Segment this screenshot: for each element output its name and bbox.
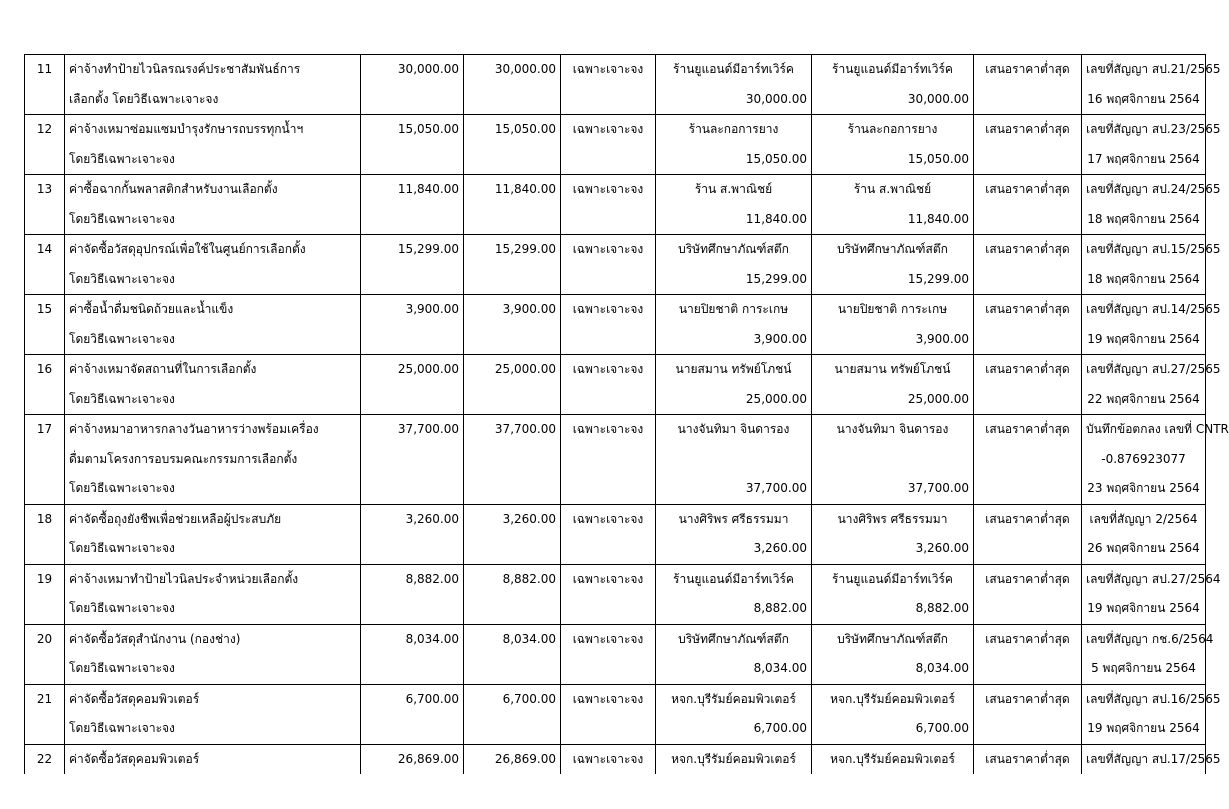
bidder-cell	[656, 744, 812, 774]
table-row	[25, 744, 1206, 774]
median-price-cell	[464, 744, 561, 774]
selection-reason: เสนอราคาต่ำสุด	[985, 571, 1070, 586]
contract-date: 19 พฤศจิกายน 2564	[1087, 331, 1200, 346]
table-row	[25, 564, 1206, 624]
table-row	[25, 624, 1206, 684]
winner-cell	[812, 415, 974, 505]
item-description-cell	[65, 684, 361, 744]
procurement-method-cell	[561, 115, 656, 175]
winner-price: 30,000.00	[907, 91, 969, 106]
procurement-method-cell	[561, 744, 656, 774]
bidder-name: นางศิริพร ศรีธรรมมา	[678, 511, 789, 526]
row-number-cell	[25, 744, 65, 774]
procurement-method: เฉพาะเจาะจง	[572, 62, 644, 76]
contract-number: เลขที่สัญญา สป.24/2565	[1086, 182, 1221, 196]
item-description-cell	[65, 355, 361, 415]
contract-date: 16 พฤศจิกายน 2564	[1087, 91, 1200, 106]
item-description-cell	[65, 55, 361, 115]
contract-number: เลขที่สัญญา 2/2564	[1089, 511, 1198, 526]
procurement-method: เฉพาะเจาะจง	[572, 182, 644, 196]
selection-reason-cell	[974, 504, 1082, 564]
winner-name: บริษัทศึกษาภัณฑ์สตึก	[837, 631, 948, 646]
item-description-cell	[65, 235, 361, 295]
selection-reason-cell	[974, 564, 1082, 624]
budget-cell	[361, 355, 464, 415]
budget-cell	[361, 684, 464, 744]
item-description-cell	[65, 744, 361, 774]
selection-reason-cell	[974, 235, 1082, 295]
contract-number: เลขที่สัญญา สป.27/2565	[1086, 362, 1221, 376]
contract-cell	[1082, 415, 1229, 505]
bidder-cell	[656, 175, 812, 235]
winner-cell	[812, 115, 974, 175]
median-price-cell	[464, 55, 561, 115]
selection-reason: เสนอราคาต่ำสุด	[985, 362, 1070, 376]
winner-name: นายสมาน ทรัพย์โภชน์	[834, 362, 951, 376]
contract-date: 18 พฤศจิกายน 2564	[1087, 211, 1200, 226]
item-description-line: ค่าจัดซื้อถุงยังชีพเพื่อช่วยเหลือผู้ประสบภัย	[69, 511, 282, 526]
row-number: 20	[36, 631, 53, 646]
contract-cell	[1082, 684, 1221, 744]
bidder-price: 25,000.00	[745, 391, 807, 406]
budget-cell	[361, 504, 464, 564]
budget-cell	[361, 744, 464, 774]
procurement-method: เฉพาะเจาะจง	[572, 122, 644, 136]
item-description-line: โดยวิธีเฉพาะเจาะจง	[69, 331, 175, 346]
row-number-cell	[25, 415, 65, 505]
item-description-line: ค่าจัดซื้อวัสดุคอมพิวเตอร์	[69, 691, 200, 706]
bidder-price: 3,260.00	[753, 541, 807, 555]
item-description-line: โดยวิธีเฉพาะเจาะจง	[69, 601, 175, 615]
winner-cell	[812, 684, 974, 744]
selection-reason: เสนอราคาต่ำสุด	[985, 302, 1070, 316]
contract-number: เลขที่สัญญา กช.6/2564	[1086, 631, 1214, 646]
item-description-line: โดยวิธีเฉพาะเจาะจง	[69, 211, 175, 226]
budget-cell	[361, 55, 464, 115]
item-description-line: โดยวิธีเฉพาะเจาะจง	[69, 661, 175, 675]
item-description-line: ค่าจัดซื้อวัสดุสำนักงาน (กองช่าง)	[69, 631, 241, 646]
procurement-method: เฉพาะเจาะจง	[572, 302, 644, 316]
contract-date: 18 พฤศจิกายน 2564	[1087, 271, 1200, 286]
procurement-method: เฉพาะเจาะจง	[572, 242, 644, 256]
bidder-price: 15,299.00	[745, 271, 807, 286]
winner-price: 8,034.00	[915, 661, 969, 675]
item-description-line: ค่าจัดซื้อวัสดุอุปกรณ์เพื่อใช้ในศูนย์การเลือกตั้ง	[69, 242, 306, 256]
selection-reason: เสนอราคาต่ำสุด	[985, 242, 1070, 256]
row-number: 17	[36, 422, 53, 436]
row-number-cell	[25, 355, 65, 415]
table-row	[25, 295, 1206, 355]
budget-amount: 3,260.00	[405, 511, 459, 526]
winner-cell	[812, 355, 974, 415]
bidder-price: 30,000.00	[745, 91, 807, 106]
winner-cell	[812, 235, 974, 295]
median-price-cell	[464, 415, 561, 505]
contract-number: เลขที่สัญญา สป.15/2565	[1086, 242, 1221, 256]
winner-name: นางจันทิมา จินดารอง	[836, 422, 949, 436]
contract-number: เลขที่สัญญา สป.17/2565	[1086, 751, 1221, 766]
contract-number: เลขที่สัญญา สป.23/2565	[1086, 122, 1221, 136]
row-number: 15	[36, 302, 53, 316]
selection-reason: เสนอราคาต่ำสุด	[985, 422, 1070, 436]
budget-amount: 30,000.00	[397, 62, 459, 76]
item-description-cell	[65, 564, 361, 624]
bidder-price: 3,900.00	[753, 331, 807, 346]
item-description-line: ค่าจ้างทำป้ายไวนิลรณรงค์ประชาสัมพันธ์การ	[69, 62, 301, 76]
procurement-method-cell	[561, 295, 656, 355]
contract-number: เลขที่สัญญา สป.21/2565	[1086, 62, 1221, 76]
budget-amount: 37,700.00	[397, 422, 459, 436]
bidder-name: นายปิยชาติ การะเกษ	[678, 302, 789, 316]
row-number-cell	[25, 175, 65, 235]
item-description-line: โดยวิธีเฉพาะเจาะจง	[69, 721, 175, 735]
median-price: 11,840.00	[494, 182, 556, 196]
item-description-line: ค่าจัดซื้อวัสดุคอมพิวเตอร์	[69, 751, 200, 766]
winner-name: บริษัทศึกษาภัณฑ์สตึก	[837, 242, 948, 256]
selection-reason: เสนอราคาต่ำสุด	[985, 122, 1070, 136]
table-row	[25, 504, 1206, 564]
median-price: 26,869.00	[494, 751, 556, 766]
contract-cell	[1082, 175, 1221, 235]
item-description-line: ค่าซื้อฉากกั้นพลาสติกสำหรับงานเลือกตั้ง	[69, 182, 278, 196]
budget-amount: 8,882.00	[405, 571, 459, 586]
row-number: 22	[36, 751, 53, 766]
median-price-cell	[464, 235, 561, 295]
row-number-cell	[25, 624, 65, 684]
bidder-name: หจก.บุรีรัมย์คอมพิวเตอร์	[671, 691, 796, 706]
item-description-line: โดยวิธีเฉพาะเจาะจง	[69, 541, 175, 555]
contract-date: 5 พฤศจิกายน 2564	[1091, 661, 1196, 675]
median-price: 15,050.00	[494, 122, 556, 136]
winner-cell	[812, 624, 974, 684]
winner-name: หจก.บุรีรัมย์คอมพิวเตอร์	[830, 691, 955, 706]
contract-cell	[1082, 235, 1221, 295]
winner-name: ร้านยูแอนด์มีอาร์ทเวิร์ค	[832, 62, 953, 76]
bidder-cell	[656, 55, 812, 115]
budget-cell	[361, 564, 464, 624]
contract-number: บันทึกข้อตกลง เลขที่ CNTR	[1086, 422, 1229, 436]
selection-reason-cell	[974, 295, 1082, 355]
winner-name: ร้านยูแอนด์มีอาร์ทเวิร์ค	[832, 571, 953, 586]
table-row	[25, 355, 1206, 415]
contract-number-extra: -0.876923077	[1101, 451, 1186, 466]
contract-date: 19 พฤศจิกายน 2564	[1087, 721, 1200, 735]
winner-name: ร้านละกอการยาง	[847, 122, 938, 136]
bidder-name: หจก.บุรีรัมย์คอมพิวเตอร์	[671, 751, 796, 766]
contract-cell	[1082, 744, 1221, 774]
winner-cell	[812, 504, 974, 564]
winner-price: 11,840.00	[907, 211, 969, 226]
contract-cell	[1082, 504, 1206, 564]
median-price: 8,882.00	[502, 571, 556, 586]
row-number: 12	[36, 122, 53, 136]
row-number: 11	[36, 62, 53, 76]
contract-date: 22 พฤศจิกายน 2564	[1087, 391, 1200, 406]
table-row	[25, 235, 1206, 295]
item-description-line: ค่าจ้างหมาอาหารกลางวันอาหารว่างพร้อมเครื่อง	[69, 422, 319, 436]
winner-price: 25,000.00	[907, 391, 969, 406]
median-price: 3,900.00	[502, 302, 556, 316]
budget-amount: 15,299.00	[397, 242, 459, 256]
procurement-method-cell	[561, 235, 656, 295]
bidder-price: 8,882.00	[753, 601, 807, 615]
median-price-cell	[464, 564, 561, 624]
procurement-method-cell	[561, 504, 656, 564]
winner-price: 3,900.00	[915, 331, 969, 346]
budget-cell	[361, 115, 464, 175]
contract-number: เลขที่สัญญา สป.14/2565	[1086, 302, 1221, 316]
contract-date: 17 พฤศจิกายน 2564	[1087, 151, 1200, 166]
median-price: 6,700.00	[502, 691, 556, 706]
bidder-price: 37,700.00	[745, 481, 807, 495]
selection-reason-cell	[974, 744, 1082, 774]
median-price-cell	[464, 175, 561, 235]
selection-reason-cell	[974, 55, 1082, 115]
item-description-cell	[65, 504, 361, 564]
budget-amount: 15,050.00	[397, 122, 459, 136]
winner-price: 8,882.00	[915, 601, 969, 615]
selection-reason-cell	[974, 624, 1082, 684]
contract-cell	[1082, 355, 1221, 415]
bidder-price: 6,700.00	[753, 721, 807, 735]
median-price-cell	[464, 355, 561, 415]
selection-reason: เสนอราคาต่ำสุด	[985, 511, 1070, 526]
item-description-line: โดยวิธีเฉพาะเจาะจง	[69, 391, 175, 406]
winner-cell	[812, 295, 974, 355]
row-number-cell	[25, 504, 65, 564]
winner-price: 3,260.00	[915, 541, 969, 555]
contract-cell	[1082, 564, 1221, 624]
item-description-cell	[65, 624, 361, 684]
row-number-cell	[25, 115, 65, 175]
item-description-cell	[65, 415, 361, 505]
item-description-line: ดื่มตามโครงการอบรมคณะกรรมการเลือกตั้ง	[69, 451, 298, 466]
selection-reason: เสนอราคาต่ำสุด	[985, 62, 1070, 76]
winner-price: 15,299.00	[907, 271, 969, 286]
procurement-method-cell	[561, 415, 656, 505]
row-number: 13	[36, 182, 53, 196]
procurement-method-cell	[561, 564, 656, 624]
item-description-line: โดยวิธีเฉพาะเจาะจง	[69, 151, 175, 166]
row-number: 18	[36, 511, 53, 526]
item-description-cell	[65, 115, 361, 175]
row-number: 19	[36, 571, 53, 586]
winner-cell	[812, 564, 974, 624]
median-price-cell	[464, 295, 561, 355]
item-description-cell	[65, 295, 361, 355]
budget-cell	[361, 295, 464, 355]
bidder-name: บริษัทศึกษาภัณฑ์สตึก	[678, 242, 789, 256]
winner-cell	[812, 175, 974, 235]
winner-cell	[812, 744, 974, 774]
procurement-method: เฉพาะเจาะจง	[572, 362, 644, 376]
row-number-cell	[25, 564, 65, 624]
selection-reason-cell	[974, 355, 1082, 415]
bidder-name: ร้าน ส.พาณิชย์	[694, 182, 773, 196]
bidder-name: ร้านยูแอนด์มีอาร์ทเวิร์ค	[673, 62, 794, 76]
contract-date: 26 พฤศจิกายน 2564	[1087, 541, 1200, 555]
procurement-method: เฉพาะเจาะจง	[572, 571, 644, 586]
budget-amount: 8,034.00	[405, 631, 459, 646]
budget-amount: 6,700.00	[405, 691, 459, 706]
bidder-name: ร้านละกอการยาง	[688, 122, 779, 136]
procurement-method-cell	[561, 55, 656, 115]
bidder-name: บริษัทศึกษาภัณฑ์สตึก	[678, 631, 789, 646]
selection-reason: เสนอราคาต่ำสุด	[985, 631, 1070, 646]
budget-cell	[361, 235, 464, 295]
winner-name: นายปิยชาติ การะเกษ	[837, 302, 948, 316]
selection-reason: เสนอราคาต่ำสุด	[985, 182, 1070, 196]
row-number: 16	[36, 362, 53, 376]
median-price: 15,299.00	[494, 242, 556, 256]
contract-number: เลขที่สัญญา สป.16/2565	[1086, 691, 1221, 706]
contract-date: 19 พฤศจิกายน 2564	[1087, 601, 1200, 615]
bidder-price: 8,034.00	[753, 661, 807, 675]
procurement-method-cell	[561, 684, 656, 744]
contract-cell	[1082, 115, 1221, 175]
median-price-cell	[464, 115, 561, 175]
procurement-method-cell	[561, 355, 656, 415]
selection-reason-cell	[974, 684, 1082, 744]
procurement-method: เฉพาะเจาะจง	[572, 751, 644, 766]
procurement-method: เฉพาะเจาะจง	[572, 691, 644, 706]
item-description-line: โดยวิธีเฉพาะเจาะจง	[69, 271, 175, 286]
procurement-table	[24, 54, 1229, 774]
median-price: 37,700.00	[494, 422, 556, 436]
winner-price: 6,700.00	[915, 721, 969, 735]
item-description-line: ค่าจ้างเหมาซ่อมแซมบำรุงรักษารถบรรทุกน้ำฯ	[69, 122, 304, 136]
median-price: 3,260.00	[502, 511, 556, 526]
item-description-line: โดยวิธีเฉพาะเจาะจง	[69, 481, 175, 495]
row-number: 14	[36, 242, 53, 256]
bidder-cell	[656, 504, 812, 564]
budget-amount: 11,840.00	[397, 182, 459, 196]
median-price-cell	[464, 684, 561, 744]
bidder-cell	[656, 684, 812, 744]
procurement-method: เฉพาะเจาะจง	[572, 422, 644, 436]
item-description-line: ค่าจ้างเหมาจัดสถานที่ในการเลือกตั้ง	[69, 362, 257, 376]
item-description-line: ค่าจ้างเหมาทำป้ายไวนิลประจำหน่วยเลือกตั้ง	[69, 571, 299, 586]
item-description-line: ค่าซื้อน้ำดื่มชนิดถ้วยและน้ำแข็ง	[69, 302, 234, 316]
winner-name: ร้าน ส.พาณิชย์	[853, 182, 932, 196]
bidder-cell	[656, 624, 812, 684]
table-row	[25, 115, 1206, 175]
procurement-method-cell	[561, 624, 656, 684]
bidder-name: ร้านยูแอนด์มีอาร์ทเวิร์ค	[673, 571, 794, 586]
median-price: 25,000.00	[494, 362, 556, 376]
contract-number: เลขที่สัญญา สป.27/2564	[1086, 571, 1221, 586]
table-row	[25, 684, 1206, 744]
winner-price: 15,050.00	[907, 151, 969, 166]
row-number: 21	[36, 691, 53, 706]
budget-amount: 25,000.00	[397, 362, 459, 376]
selection-reason-cell	[974, 175, 1082, 235]
selection-reason-cell	[974, 415, 1082, 505]
procurement-method-cell	[561, 175, 656, 235]
budget-amount: 26,869.00	[397, 751, 459, 766]
bidder-cell	[656, 295, 812, 355]
budget-cell	[361, 175, 464, 235]
median-price-cell	[464, 504, 561, 564]
winner-cell	[812, 55, 974, 115]
row-number-cell	[25, 684, 65, 744]
winner-name: หจก.บุรีรัมย์คอมพิวเตอร์	[830, 751, 955, 766]
row-number-cell	[25, 295, 65, 355]
median-price: 8,034.00	[502, 631, 556, 646]
contract-date: 23 พฤศจิกายน 2564	[1087, 481, 1200, 495]
table-row	[25, 175, 1206, 235]
procurement-method: เฉพาะเจาะจง	[572, 511, 644, 526]
bidder-name: นางจันทิมา จินดารอง	[677, 422, 790, 436]
selection-reason: เสนอราคาต่ำสุด	[985, 751, 1070, 766]
item-description-line: เลือกตั้ง โดยวิธีเฉพาะเจาะจง	[69, 91, 219, 106]
row-number-cell	[25, 55, 65, 115]
budget-cell	[361, 624, 464, 684]
contract-cell	[1082, 295, 1221, 355]
table-row	[25, 415, 1206, 505]
median-price: 30,000.00	[494, 62, 556, 76]
table-row	[25, 55, 1206, 115]
budget-cell	[361, 415, 464, 505]
bidder-price: 11,840.00	[745, 211, 807, 226]
selection-reason-cell	[974, 115, 1082, 175]
bidder-cell	[656, 235, 812, 295]
bidder-cell	[656, 415, 812, 505]
winner-name: นางศิริพร ศรีธรรมมา	[837, 511, 948, 526]
procurement-method: เฉพาะเจาะจง	[572, 631, 644, 646]
bidder-cell	[656, 564, 812, 624]
bidder-cell	[656, 115, 812, 175]
budget-amount: 3,900.00	[405, 302, 459, 316]
blank-line	[660, 445, 807, 475]
selection-reason: เสนอราคาต่ำสุด	[985, 691, 1070, 706]
contract-cell	[1082, 55, 1221, 115]
median-price-cell	[464, 624, 561, 684]
bidder-price: 15,050.00	[745, 151, 807, 166]
bidder-cell	[656, 355, 812, 415]
blank-line	[816, 445, 969, 475]
winner-price: 37,700.00	[907, 481, 969, 495]
contract-cell	[1082, 624, 1214, 684]
row-number-cell	[25, 235, 65, 295]
bidder-name: นายสมาน ทรัพย์โภชน์	[675, 362, 792, 376]
item-description-cell	[65, 175, 361, 235]
